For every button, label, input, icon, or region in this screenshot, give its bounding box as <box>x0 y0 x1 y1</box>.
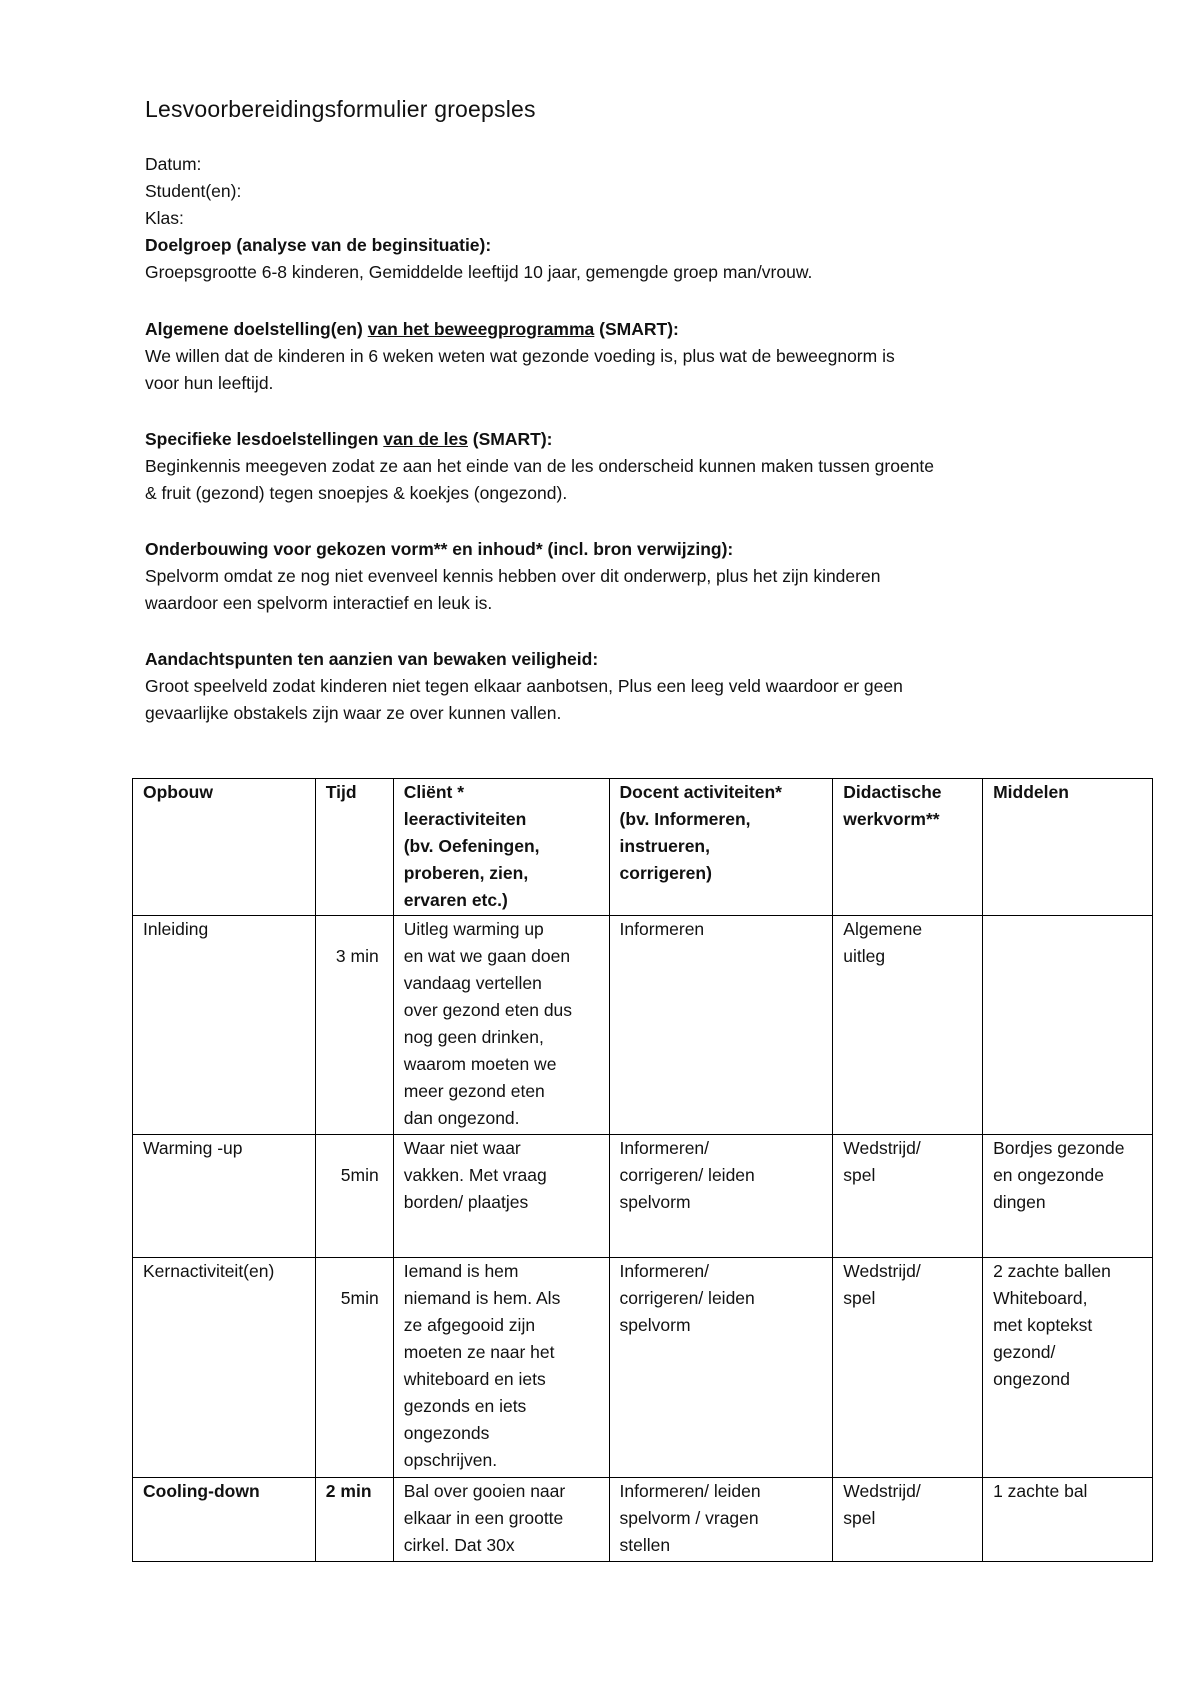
cell-didactische <box>833 1135 983 1258</box>
cell-line: spel <box>843 1165 876 1185</box>
cell-line: Algemene <box>843 919 923 939</box>
cell-line: 2 zachte ballen <box>993 1261 1111 1281</box>
cell-line: leeractiviteiten <box>403 809 527 829</box>
table-header-row <box>133 779 1153 916</box>
specifieke-section <box>145 426 1075 507</box>
algemene-heading-part1: Algemene doelstelling(en) <box>145 319 368 339</box>
cell-line: spel <box>843 1508 876 1528</box>
aandachtspunten-text-line1: Groot speelveld zodat kinderen niet tegen elkaar aanbotsen, Plus een leeg veld waardoor er geen <box>145 676 903 696</box>
cell-line: Uitleg warming up <box>403 919 544 939</box>
cell-line: en wat we gaan doen <box>403 946 571 966</box>
cell-line: 5min <box>340 1165 379 1185</box>
specifieke-heading <box>145 426 1075 453</box>
cell-line: Bordjes gezonde <box>993 1138 1125 1158</box>
header-docent <box>609 779 833 916</box>
header-fields <box>145 151 1075 286</box>
cell-line: werkvorm** <box>843 809 940 829</box>
cell-middelen <box>983 1478 1153 1562</box>
cell-line: Wedstrijd/ <box>843 1261 921 1281</box>
algemene-heading-underlined: van het beweegprogramma <box>367 319 595 339</box>
cell-line: uitleg <box>843 946 886 966</box>
doelgroep-text: Groepsgrootte 6-8 kinderen, Gemiddelde leeftijd 10 jaar, gemengde groep man/vrouw. <box>145 262 813 282</box>
cell-line: 5min <box>340 1288 379 1308</box>
cell-line: vakken. Met vraag <box>403 1165 547 1185</box>
header-middelen: Middelen <box>983 779 1153 916</box>
table-row <box>133 1478 1153 1562</box>
cell-line: Docent activiteiten* <box>619 782 782 802</box>
cell-docent <box>609 1258 833 1478</box>
cell-line: over gezond eten dus <box>403 1000 573 1020</box>
header-tijd: Tijd <box>315 779 393 916</box>
algemene-text-line1: We willen dat de kinderen in 6 weken weten wat gezonde voeding is, plus wat de beweegnorm is <box>145 346 895 366</box>
cell-line: nog geen drinken, <box>403 1027 544 1047</box>
cell-line: ze afgegooid zijn <box>403 1315 536 1335</box>
algemene-section <box>145 316 1075 397</box>
lesson-plan-table <box>132 778 1153 1562</box>
cell-line: Cliënt * <box>403 782 465 802</box>
cell-line: borden/ plaatjes <box>403 1192 529 1212</box>
field-klas: Klas: <box>145 208 184 228</box>
cell-line: Bal over gooien naar <box>403 1481 566 1501</box>
cell-line: 3 min <box>335 946 379 966</box>
header-opbouw: Opbouw <box>133 779 316 916</box>
field-studenten: Student(en): <box>145 181 242 201</box>
cell-opbouw: Inleiding <box>133 916 316 1135</box>
table-row <box>133 1135 1153 1258</box>
cell-line: waarom moeten we <box>403 1054 557 1074</box>
cell-client <box>393 1258 609 1478</box>
cell-line: elkaar in een grootte <box>403 1508 564 1528</box>
cell-docent <box>609 1478 833 1562</box>
aandachtspunten-section <box>145 646 1075 727</box>
cell-spacer <box>326 1258 379 1285</box>
cell-line: spelvorm / vragen <box>619 1508 759 1528</box>
cell-line: Informeren/ <box>619 1138 710 1158</box>
algemene-heading-part2: (SMART): <box>594 319 679 339</box>
cell-opbouw: Cooling-down <box>133 1478 316 1562</box>
cell-tijd: 2 min <box>315 1478 393 1562</box>
cell-line: opschrijven. <box>403 1450 498 1470</box>
cell-line: Informeren/ leiden <box>619 1481 761 1501</box>
cell-line: Waar niet waar <box>403 1138 521 1158</box>
cell-line: stellen <box>619 1535 671 1555</box>
algemene-heading <box>145 316 1075 343</box>
cell-middelen <box>983 916 1153 1135</box>
cell-line: Informeren <box>619 919 705 939</box>
cell-client <box>393 916 609 1135</box>
aandachtspunten-heading: Aandachtspunten ten aanzien van bewaken veiligheid: <box>145 649 599 669</box>
onderbouwing-text-line1: Spelvorm omdat ze nog niet evenveel kennis hebben over dit onderwerp, plus het zijn kinderen <box>145 566 881 586</box>
cell-line: whiteboard en iets <box>403 1369 546 1389</box>
cell-tijd <box>315 1135 393 1258</box>
algemene-text-line2: voor hun leeftijd. <box>145 373 274 393</box>
cell-line: met koptekst <box>993 1315 1093 1335</box>
cell-didactische <box>833 916 983 1135</box>
cell-opbouw: Warming -up <box>133 1135 316 1258</box>
cell-line: ongezonds <box>403 1423 490 1443</box>
cell-line: spelvorm <box>619 1192 691 1212</box>
cell-line: Wedstrijd/ <box>843 1481 921 1501</box>
onderbouwing-text-line2: waardoor een spelvorm interactief en leuk is. <box>145 593 493 613</box>
doelgroep-heading: Doelgroep (analyse van de beginsituatie): <box>145 235 492 255</box>
cell-line: en ongezonde <box>993 1165 1105 1185</box>
cell-opbouw: Kernactiviteit(en) <box>133 1258 316 1478</box>
specifieke-heading-underlined: van de les <box>383 429 468 449</box>
cell-line: dingen <box>993 1192 1046 1212</box>
cell-line: corrigeren/ leiden <box>619 1165 755 1185</box>
onderbouwing-section <box>145 536 1075 617</box>
cell-tijd <box>315 916 393 1135</box>
aandachtspunten-text-line2: gevaarlijke obstakels zijn waar ze over kunnen vallen. <box>145 703 562 723</box>
cell-line: ervaren etc.) <box>403 890 508 910</box>
cell-line: (bv. Oefeningen, <box>403 836 540 856</box>
specifieke-text-line1: Beginkennis meegeven zodat ze aan het einde van de les onderscheid kunnen maken tussen groente <box>145 456 935 476</box>
cell-docent <box>609 1135 833 1258</box>
cell-line: cirkel. Dat 30x <box>403 1535 515 1555</box>
cell-line: ongezond <box>993 1369 1070 1389</box>
cell-line: Iemand is hem <box>403 1261 519 1281</box>
cell-line: instrueren, <box>619 836 710 856</box>
cell-line: spel <box>843 1288 876 1308</box>
document-title: Lesvoorbereidingsformulier groepsles <box>145 96 536 122</box>
table-row <box>133 1258 1153 1478</box>
cell-docent <box>609 916 833 1135</box>
cell-line: Whiteboard, <box>993 1288 1088 1308</box>
field-datum: Datum: <box>145 154 202 174</box>
cell-line: Didactische <box>843 782 942 802</box>
cell-client <box>393 1478 609 1562</box>
cell-line: dan ongezond. <box>403 1108 520 1128</box>
cell-line: corrigeren) <box>619 863 712 883</box>
specifieke-text-line2: & fruit (gezond) tegen snoepjes & koekjes (ongezond). <box>145 483 568 503</box>
cell-tijd <box>315 1258 393 1478</box>
cell-middelen <box>983 1135 1153 1258</box>
cell-didactische <box>833 1478 983 1562</box>
table-row <box>133 916 1153 1135</box>
cell-line: gezond/ <box>993 1342 1056 1362</box>
cell-spacer <box>326 916 379 943</box>
cell-line: vandaag vertellen <box>403 973 542 993</box>
cell-client <box>393 1135 609 1258</box>
cell-line: meer gezond eten <box>403 1081 545 1101</box>
onderbouwing-heading: Onderbouwing voor gekozen vorm** en inhoud* (incl. bron verwijzing): <box>145 539 734 559</box>
cell-line: Informeren/ <box>619 1261 710 1281</box>
header-didactische <box>833 779 983 916</box>
cell-line: niemand is hem. Als <box>403 1288 561 1308</box>
cell-spacer <box>326 1135 379 1162</box>
specifieke-heading-part2: (SMART): <box>467 429 553 449</box>
cell-middelen <box>983 1258 1153 1478</box>
cell-line: (bv. Informeren, <box>619 809 751 829</box>
cell-didactische <box>833 1258 983 1478</box>
cell-line: gezonds en iets <box>403 1396 527 1416</box>
cell-line: spelvorm <box>619 1315 691 1335</box>
cell-line: 1 zachte bal <box>993 1481 1088 1501</box>
cell-line: corrigeren/ leiden <box>619 1288 755 1308</box>
cell-line: moeten ze naar het <box>403 1342 555 1362</box>
cell-line: Wedstrijd/ <box>843 1138 921 1158</box>
cell-line: proberen, zien, <box>403 863 529 883</box>
header-client <box>393 779 609 916</box>
specifieke-heading-part1: Specifieke lesdoelstellingen <box>145 429 384 449</box>
